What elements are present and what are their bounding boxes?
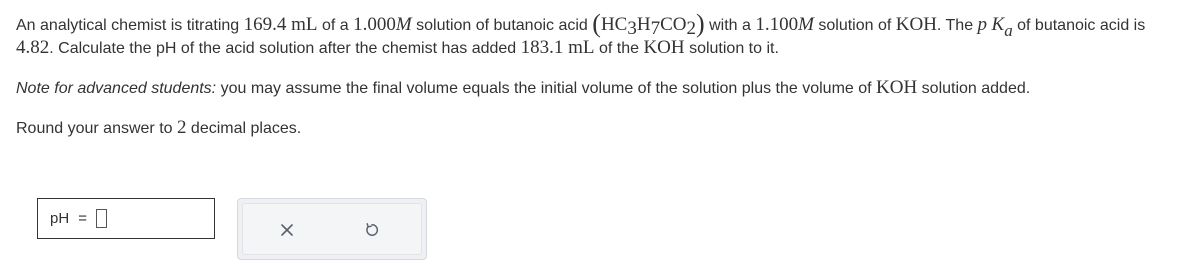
equals-sign: = [78,210,87,227]
text-of-a: of a [317,17,354,34]
undo-button[interactable] [361,219,383,241]
question-line-1 [16,9,1146,40]
pka-a: a [1004,21,1013,40]
undo-icon [364,222,380,238]
rounding-instruction [16,118,301,139]
pka-p: p [977,14,988,35]
base-volume: 183.1 mL [520,37,595,58]
paren-open: ( [592,9,601,38]
base-formula: KOH [876,77,918,98]
acid-volume: 169.4 mL [243,14,318,35]
rounding-text-end: decimal places. [186,120,302,137]
text-of-the: of the [594,40,644,57]
text-with-a: with a [704,17,756,34]
chemical-formula [592,9,705,39]
question-line-2 [16,38,779,59]
text-calculate: . Calculate the pH of the acid solution after the chemist has added [49,40,521,57]
answer-box [37,198,215,239]
answer-label: pH [50,210,70,227]
text-solution-of: solution of butanoic acid [411,17,593,34]
text-solution-to-it: solution to it. [684,40,779,57]
base-formula: KOH [643,37,685,58]
text-intro: An analytical chemist is titrating [16,17,244,34]
note-text: you may assume the final volume equals the initial volume of the solution plus the volume of [216,80,877,97]
answer-tools-panel [237,198,427,260]
formula-co: CO [660,14,687,35]
formula-sub-3: 3 [627,18,637,39]
formula-sub-2: 2 [686,18,696,39]
paren-close: ) [695,9,705,38]
base-concentration: 1.100 [755,14,799,35]
acid-concentration: 1.000 [353,14,396,35]
formula-hc: HC [600,14,628,35]
ph-input[interactable] [96,209,107,228]
pka-symbol [977,14,1013,40]
pka-value: 4.82 [16,37,50,58]
clear-button[interactable] [276,219,298,241]
rounding-text: Round your answer to [16,120,177,137]
text-the: . The [936,17,978,34]
formula-sub-7: 7 [650,18,661,39]
formula-h: H [636,14,651,35]
advanced-note [16,78,1030,99]
text-of-butanoic: of butanoic acid is [1012,17,1146,34]
pka-k: K [991,14,1005,35]
answer-tools-inner [242,203,422,255]
text-solution-of: solution of [813,17,896,34]
decimal-places: 2 [176,117,187,138]
note-label: Note for advanced students: [16,80,217,97]
molar-unit: M [798,14,814,35]
base-formula: KOH [895,14,937,35]
x-icon [280,223,294,237]
molar-unit: M [395,14,412,35]
note-text-end: solution added. [917,80,1031,97]
